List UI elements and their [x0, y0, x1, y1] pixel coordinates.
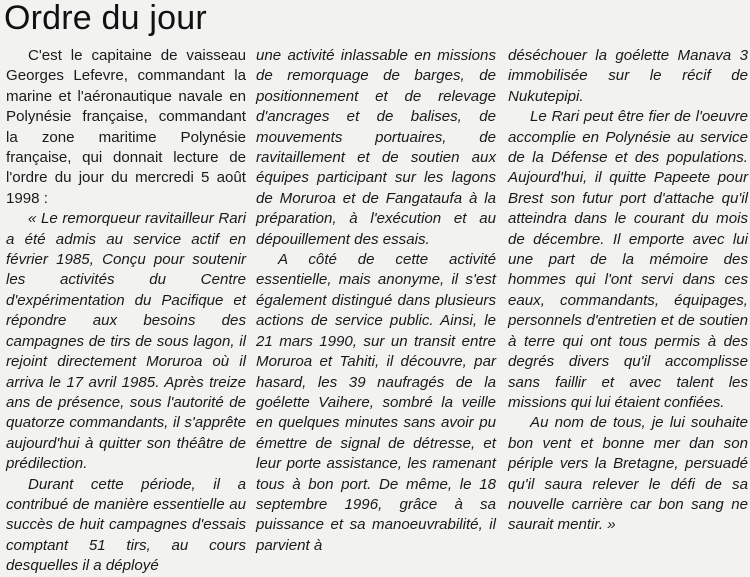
quote-paragraph-4: Le Rari peut être fier de l'oeuvre accomplie en Polynésie au service de la Défense et des populations. Aujourd'hui, il quitte Papeete pour Brest son futur port d'attache qu'il atteindra dans le courant du mois de décembre. Il emporte avec lui une part de la mémoire des hommes qui l'ont servi dans ces eaux, commandants, équipages, personnels d'entretien et de soutien à terre qui ont tous permis à des degrés divers qu'il accomplisse sans faillir et avec talent les missions qui lui étaient confiées. — [508, 108, 748, 411]
column-3 — [508, 46, 748, 536]
column-2 — [256, 46, 496, 556]
intro-paragraph: C'est le capitaine de vaisseau Georges Lefevre, commandant la marine et l'aéronautique navale en Polynésie française, commandant la zone maritime Polynésie française, qui donnait lecture de l'ordre du jour du mercredi 5 août 1998 : — [6, 47, 246, 207]
quote-paragraph-3: A côté de cette activité essentielle, mais anonyme, il s'est également distingué dans plusieurs actions de service public. Ainsi, le 21 mars 1990, sur un transit entre Moruroa et Tahiti, il découvre, par hasard, les 39 naufragés de la goélette Vaihere, sombré la veille en quelques minutes sans avoir pu émettre de signal de détresse, et leur porte assistance, les ramenant tous à bon port. De même, le 18 septembre 1996, grâce à sa puissance et sa manoeuvrabilité, il parvient à — [256, 251, 496, 554]
quote-paragraph-3-continued: déséchouer la goélette Manava 3 immobilisée sur le récif de Nukutepipi. — [508, 47, 748, 105]
quote-paragraph-1: « Le remorqueur ravitailleur Rari a été admis au service actif en février 1985, Conçu pour soutenir les activités du Centre d'expérimentation du Pacifique et répondre aux besoins des campagnes de tirs de sous lagon, il rejoint directement Moruroa où il arriva le 17 avril 1985. Après treize ans de présence, sous l'autorité de quatorze commandants, il s'apprête aujourd'hui à quitter son théâtre de prédilection. — [6, 210, 246, 473]
quote-paragraph-5: Au nom de tous, je lui souhaite bon vent et bonne mer dan son périple vers la Bretagne, persuadé qu'il saura relever le défi de sa nouvelle carrière car bon sang ne saurait mentir. » — [508, 414, 748, 534]
column-1 — [6, 46, 246, 577]
article-title: Ordre du jour — [4, 0, 207, 37]
quote-paragraph-2-continued: une activité inlassable en missions de remorquage de barges, de positionnement et de relevage d'ancrages et de balises, de mouvements portuaires, de ravitaillement et de soutien aux équipes participant sur les lagons de Moruroa et de Fangataufa à la préparation, à l'exécution et au dépouillement des essais. — [256, 47, 496, 248]
quote-paragraph-2: Durant cette période, il a contribué de manière essentielle au succès de huit campagnes d'essais comptant 51 tirs, au cours desquelles il a déployé — [6, 475, 246, 575]
